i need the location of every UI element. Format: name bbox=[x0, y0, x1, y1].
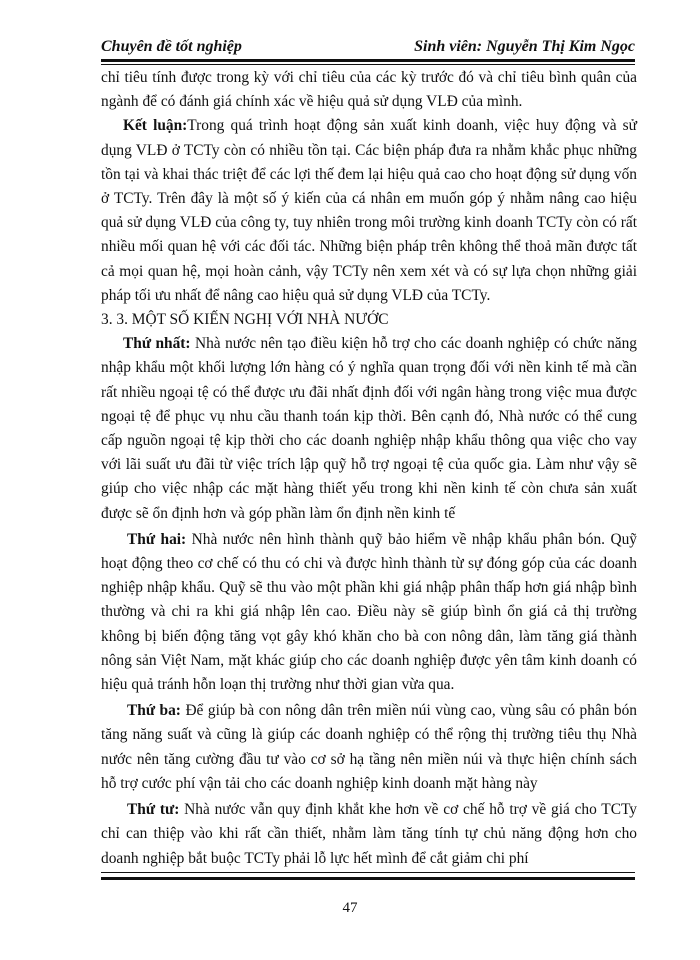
third-label: Thứ ba: bbox=[127, 702, 181, 720]
fourth-text: Nhà nước vẫn quy định khắt khe hơn về cơ chế hỗ trợ về giá cho TCTy chỉ can thiệp vào khi rất cần thiết, nhằm làm tăng tính tự chủ năng động hơn cho doanh nghiệp bắt buộc TCTy phải lỗ lực hết mình để cắt giảm chi phí bbox=[101, 801, 637, 867]
page-number: 47 bbox=[342, 900, 358, 916]
second-text: Nhà nước nên hình thành quỹ bảo hiểm về nhập khẩu phân bón. Quỹ hoạt động theo cơ chế có thu có chi và được hình thành từ sự đóng góp của các doanh nghiệp nhập khẩu. Quỹ sẽ thu vào một phần khi giá nhập phân thấp hơn giá nhập bình thường và chi ra khi giá nhập lên cao. Điều này sẽ giúp bình ổn giá cả thị trường không bị biến động tăng vọt gây khó khăn cho bà con nông dân, làm tăng giá thành nông sản Việt Nam, mặt khác giúp cho các doanh nghiệp được yên tâm kinh doanh có hiệu quả tránh hỗn loạn thị trường như thời gian vừa qua. bbox=[101, 530, 637, 694]
conclusion-label: Kết luận: bbox=[123, 117, 188, 135]
paragraph-continuation: chỉ tiêu tính được trong kỳ với chỉ tiêu của các kỳ trước đó và chỉ tiêu bình quân của ngành để có đánh giá chính xác về hiệu quả sử dụng VLĐ của mình. bbox=[101, 69, 637, 111]
conclusion-text: Trong quá trình hoạt động sản xuất kinh doanh, việc huy động và sử dụng VLĐ ở TCTy còn có nhiều tồn tại. Các biện pháp đưa ra nhằm khắc phục những tồn tại và khai thác triệt để các lợi thế đem lại hiệu quả cao cho hoạt động sử dụng vốn ở TCTy. Trên đây là một số ý kiến của cá nhân em muốn góp ý nhằm nâng cao hiệu quả sử dụng VLĐ của công ty, tuy nhiên trong môi trường kinh doanh TCTy còn có rất nhiều mối quan hệ với các đối tác. Những biện pháp trên không thể thoả mãn được tất cả mọi quan hệ, mọi hoàn cảnh, vậy TCTy nên xem xét và có sự lựa chọn những giải pháp tối ưu nhất để nâng cao hiệu quả sử dụng VLĐ của TCTy. bbox=[101, 117, 637, 304]
page-header bbox=[101, 36, 635, 60]
first-label: Thứ nhất: bbox=[123, 335, 191, 353]
paragraph-second bbox=[101, 528, 637, 697]
paragraph-fourth bbox=[101, 798, 637, 871]
header-rule-thin bbox=[101, 64, 635, 65]
paragraph-third bbox=[101, 699, 637, 796]
header-document-title: Chuyên đề tốt nghiệp bbox=[101, 38, 242, 55]
third-text: Để giúp bà con nông dân trên miền núi vùng cao, vùng sâu có phân bón tăng năng suất và cũng là giúp các doanh nghiệp có thể rộng thị trường tiêu thụ Nhà nước nên tăng cường đầu tư vào cơ sở hạ tầng nên miền núi và thực hiện chính sách hỗ trợ cước phí vận tải cho các doanh nghiệp kinh doanh mặt hàng này bbox=[101, 702, 637, 792]
header-student-name: Sinh viên: Nguyễn Thị Kim Ngọc bbox=[414, 38, 635, 55]
paragraph-conclusion bbox=[101, 114, 637, 308]
section-heading: 3. 3. MỘT SỐ KIẾN NGHỊ VỚI NHÀ NƯỚC bbox=[101, 311, 389, 329]
paragraph-first bbox=[101, 332, 637, 526]
footer-rule-thin bbox=[101, 872, 635, 873]
page-body bbox=[101, 66, 637, 871]
header-rule-thick bbox=[101, 59, 635, 62]
first-text: Nhà nước nên tạo điều kiện hỗ trợ cho các doanh nghiệp có chức năng nhập khẩu một khối lượng lớn hàng có ý nghĩa quan trọng đối với nền kinh tế mà cần rất nhiều ngoại tệ có thể được ưu đãi nhất định đối với ngân hàng trong việc mua được ngoại tệ để phục vụ nhu cầu thanh toán kịp thời. Bên cạnh đó, Nhà nước có thể cung cấp nguồn ngoại tệ kịp thời cho các doanh nghiệp nhập khẩu thông qua việc cho vay với lãi suất ưu đãi từ việc trích lập quỹ hỗ trợ ngoại tệ của quốc gia. Làm như vậy sẽ giúp cho việc nhập các mặt hàng thiết yếu trong khi nền kinh tế còn chưa sản xuất được sẽ ổn định hơn và góp phần làm ổn định nền kinh tế bbox=[101, 335, 637, 522]
footer-rule-thick bbox=[101, 877, 635, 880]
fourth-label: Thứ tư: bbox=[127, 801, 180, 819]
second-label: Thứ hai: bbox=[127, 530, 187, 548]
